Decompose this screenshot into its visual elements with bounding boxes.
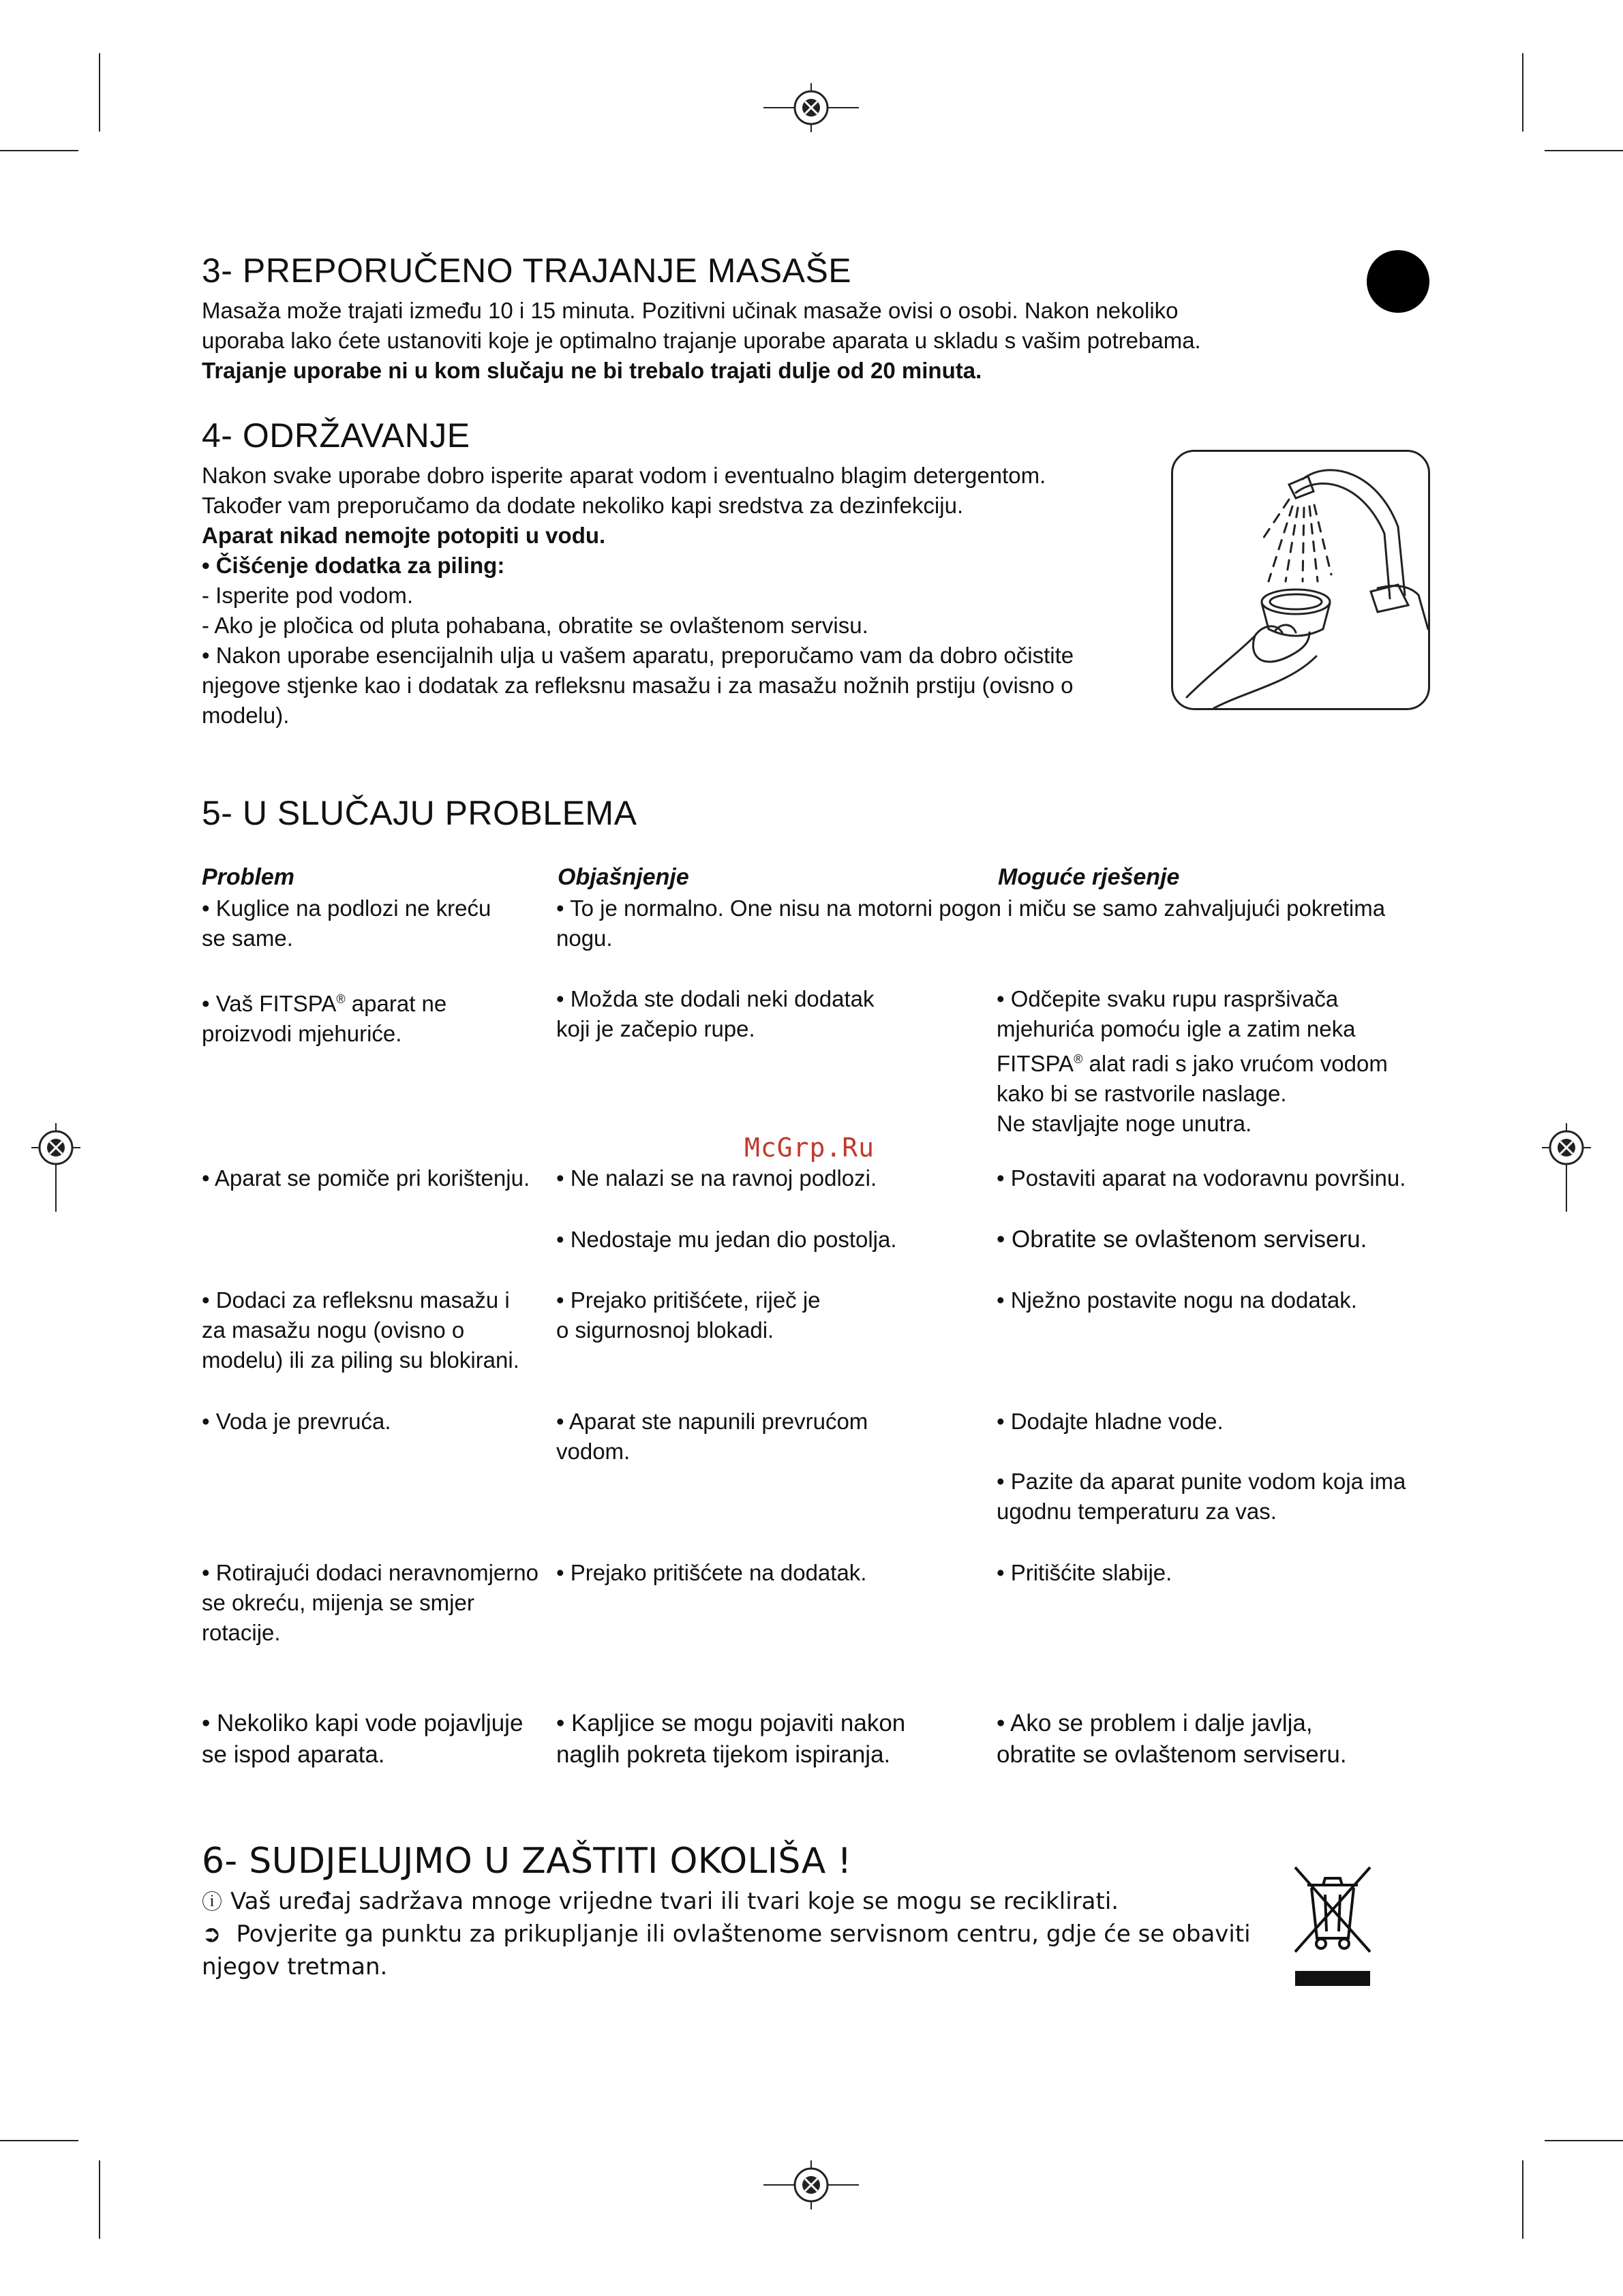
table-cell-explanation: • Aparat ste napunili prevrućom vodom. [556, 1409, 868, 1464]
table-cell-explanation: • Prejako pritišćete, riječ je o sigurnosnoj blokadi. [556, 1287, 821, 1343]
section-4-line: - Isperite pod vodom. [202, 583, 413, 608]
table-cell-solution: • Obratite se ovlaštenom serviseru. [997, 1226, 1367, 1253]
table-cell-problem: • Voda je prevruća. [202, 1409, 391, 1434]
section-4-line: modelu). [202, 703, 290, 728]
registration-mark-right [1542, 1123, 1591, 1212]
table-cell-explanation: • Nedostaje mu jedan dio postolja. [556, 1227, 897, 1252]
table-cell-problem: • Dodaci za refleksnu masažu i za masažu nogu (ovisno o modelu) ili za piling su blokirani. [202, 1287, 519, 1373]
table-cell-solution: • Nježno postavite nogu na dodatak. [997, 1287, 1357, 1313]
table-cell-solution: • Ako se problem i dalje javlja, obratite se ovlaštenom serviseru. [997, 1710, 1347, 1768]
table-cell-problem: • Aparat se pomiče pri korištenju. [202, 1165, 530, 1191]
tap-and-hand-icon [1173, 452, 1428, 708]
table-cell-explanation: • To je normalno. One nisu na motorni pogon i miču se samo zahvaljujući pokretima nogu. [556, 896, 1386, 951]
table-cell-explanation: • Ne nalazi se na ravnoj podlozi. [556, 1165, 877, 1191]
table-cell-explanation: • Možda ste dodali neki dodatak koji je začepio rupe. [556, 986, 875, 1041]
registered-mark: ® [1074, 1052, 1083, 1066]
section-6-text: Povjerite ga punktu za prikupljanje ili ovlaštenome servisnom centru, gdje će se obaviti [236, 1920, 1251, 1948]
section-3-title: 3- PREPORUČENO TRAJANJE MASAŠE [202, 251, 852, 290]
section-3-line: Masaža može trajati između 10 i 15 minuta. Pozitivni učinak masaže ovisi o osobi. Nakon nekoliko [202, 298, 1179, 323]
registration-mark-bottom [763, 2160, 859, 2209]
section-4-line: - Ako je pločica od pluta pohabana, obratite se ovlaštenom servisu. [202, 613, 868, 638]
column-header-explanation: Objašnjenje [558, 864, 689, 890]
section-4-line: Također vam preporučamo da dodate nekoliko kapi sredstva za dezinfekciju. [202, 493, 964, 518]
table-cell-problem: • Kuglice na podlozi ne kreću se same. [202, 896, 491, 951]
section-6-text: Vaš uređaj sadržava mnoge vrijedne tvari ili tvari koje se mogu se reciklirati. [230, 1888, 1119, 1915]
table-cell-text: • Vaš FITSPA [202, 991, 337, 1016]
table-cell-problem [202, 984, 446, 1049]
table-cell-text: • Odčepite svaku rupu raspršivača mjehurića pomoću igle a zatim neka FITSPA [997, 986, 1356, 1076]
section-6-line: njegov tretman. [202, 1953, 388, 1980]
table-cell-solution: • Pritišćite slabije. [997, 1560, 1172, 1585]
table-cell-solution: • Postaviti aparat na vodoravnu površinu. [997, 1165, 1406, 1191]
info-icon: ⓘ [202, 1891, 222, 1914]
section-4-warning: Aparat nikad nemojte potopiti u vodu. [202, 523, 606, 548]
section-4-title: 4- ODRŽAVANJE [202, 416, 470, 455]
section-4-subheading: • Čišćenje dodatka za piling: [202, 553, 505, 578]
registration-mark-left [31, 1123, 80, 1212]
column-header-solution: Moguće rješenje [998, 864, 1180, 890]
registered-mark: ® [336, 992, 346, 1006]
section-4-line: • Nakon uporabe esencijalnih ulja u vašem aparatu, preporučamo vam da dobro očistite [202, 643, 1074, 668]
section-4-body [202, 461, 1170, 731]
registration-mark-top [763, 83, 859, 132]
table-cell-explanation: • Prejako pritišćete na dodatak. [556, 1560, 867, 1585]
table-cell-explanation: • Kapljice se mogu pojaviti nakon naglih pokreta tijekom ispiranja. [556, 1710, 906, 1768]
table-cell-problem: • Nekoliko kapi vode pojavljuje se ispod aparata. [202, 1710, 524, 1768]
language-tab-marker [1367, 250, 1429, 313]
table-cell-solution: • Pazite da aparat punite vodom koja ima ugodnu temperaturu za vas. [997, 1469, 1406, 1524]
table-cell-text: aparat ne proizvodi mjehuriće. [202, 991, 447, 1046]
section-3-line: uporaba lako ćete ustanoviti koje je optimalno trajanje uporabe aparata u skladu s vašim potrebama. [202, 328, 1201, 353]
section-4-line: njegove stjenke kao i dodatak za refleksnu masažu i za masažu nožnih prstiju (ovisno o [202, 673, 1074, 698]
section-5-title: 5- U SLUČAJU PROBLEMA [202, 794, 637, 832]
watermark: McGrp.Ru [744, 1133, 875, 1163]
section-3-warning: Trajanje uporabe ni u kom slučaju ne bi trebalo trajati dulje od 20 minuta. [202, 358, 982, 383]
column-header-problem: Problem [202, 864, 295, 890]
table-cell-solution [997, 984, 1388, 1139]
rinsing-illustration [1171, 450, 1430, 710]
table-cell-problem: • Rotirajući dodaci neravnomjerno se okreću, mijenja se smjer rotacije. [202, 1560, 539, 1645]
section-6-title: 6- SUDJELUJMO U ZAŠTITI OKOLIŠA ! [202, 1841, 852, 1882]
section-6-line [202, 1885, 1119, 1919]
section-6-line [202, 1918, 1251, 1950]
table-cell-solution: • Dodajte hladne vode. [997, 1409, 1224, 1434]
arrow-icon: ➲ [202, 1920, 222, 1948]
section-3-body [202, 296, 1374, 386]
section-4-line: Nakon svake uporabe dobro isperite aparat vodom i eventualno blagim detergentom. [202, 463, 1046, 488]
crossed-out-bin-icon [1292, 1865, 1373, 1989]
table-cell-text: alat radi s jako vrućom vodom kako bi se rastvorile naslage. Ne stavljajte noge unutra. [997, 1051, 1388, 1136]
